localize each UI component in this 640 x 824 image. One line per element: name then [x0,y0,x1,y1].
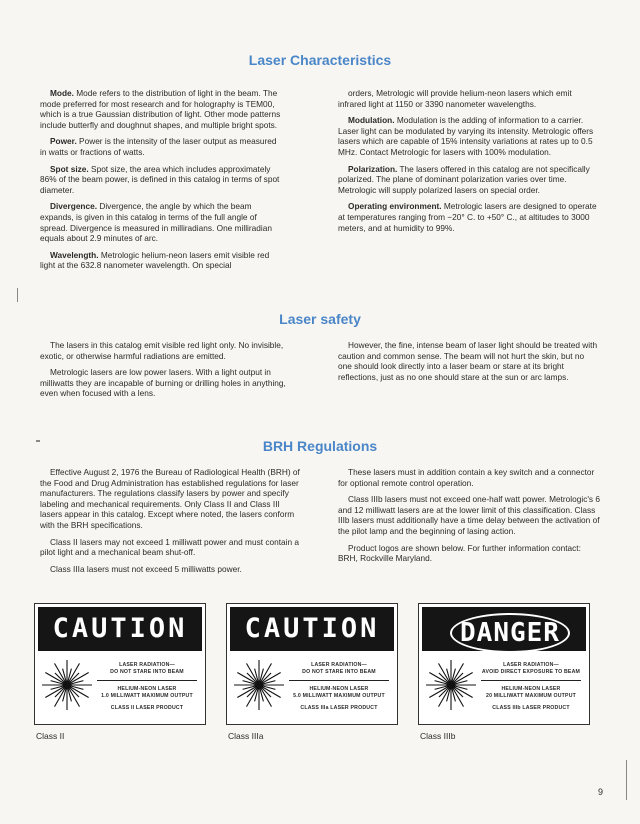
paragraph-text: Divergence, the angle by which the beam expands, is given in this catalog in terms of the full angle of spread. Divergence is measured in milliradians. One milliradian equals about 2.9 minutes of arc. [40,201,272,244]
paragraph [40,136,282,157]
paragraph-text: Metrologic lasers are designed to operate at temperatures ranging from −20° C. to +50° C., at altitudes to 3000 meters, and at humidity to 99%. [338,201,597,233]
paragraph-lead: Wavelength. [50,249,99,260]
paragraph: Metrologic lasers are low power lasers. With a light output in milliwatts they are incapable of burning or drilling holes in anything, even when focused with a lens. [40,367,286,399]
scan-mark [36,440,40,442]
heading-brh-regulations: BRH Regulations [262,438,378,454]
laser-starburst-icon [41,659,93,711]
sign-line2: 1.0 MILLIWATT MAXIMUM OUTPUT [101,693,193,699]
sign-header-text: DANGER [450,613,570,653]
laser-warning-sign [34,603,206,725]
paragraph-lead: Power. [50,136,77,147]
paragraph: Class II lasers may not exceed 1 milliwatt power and must contain a pilot light and a mechanical beam shut-off. [40,536,300,558]
brh-left-column [40,467,302,580]
page-edge-mark [626,760,627,800]
paragraph [338,164,600,196]
sign-caption: Class IIIb [420,731,456,741]
paragraph: Effective August 2, 1976 the Bureau of Radiological Health (BRH) of the Food and Drug Administration has established regulations for laser manufacturers. The regulations classify lasers by power and specify labeling and mechanical requirements. Only Class II and Class III lasers appear in this catalog. Except where noted, the lasers conform with the BRH specifications. [40,467,300,530]
sign-header-text: CAUTION [244,613,380,644]
paragraph [40,88,282,130]
sign-warning1: LASER RADIATION— [503,662,559,668]
heading-laser-characteristics: Laser Characteristics [248,52,392,68]
sign-line2: 5.0 MILLIWATT MAXIMUM OUTPUT [293,693,385,699]
sign-warning2: DO NOT STARE INTO BEAM [302,669,376,675]
paragraph [338,88,600,109]
sign-line2: 20 MILLIWATT MAXIMUM OUTPUT [485,693,577,699]
paragraph-text: Modulation is the adding of information to a carrier. Laser light can be modulated by varying its intensity. Metrologic offers lasers which are capable of 15% intensity variations at rates up to 0.5 MHz. Contact Metrologic for lasers with 100% modulation. [338,115,594,157]
laser-starburst-icon [425,659,477,711]
paragraph: Class IIIb lasers must not exceed one-half watt power. Metrologic's 6 and 12 milliwatt lasers are at the lower limit of this classification. Class IIIb lasers must additionally have a time delay between the activation of the pilot lamp and the beginning of lasing action. [338,494,600,536]
sign-line3: CLASS IIIb LASER PRODUCT [492,705,570,711]
paragraph-lead: Modulation. [348,115,395,126]
paragraph: However, the fine, intense beam of laser light should be treated with caution and common sense. The beam will not hurt the skin, but no one should look directly into a laser beam or stare at its bright reflections, just as no one should stare at the sun or arc lamps. [338,340,598,382]
paragraph-lead: Spot size. [50,163,89,174]
sign-line3: CLASS II LASER PRODUCT [110,705,184,711]
scan-mark [17,288,18,302]
paragraph [40,201,282,243]
sign-caption: Class IIIa [228,731,264,741]
paragraph-text: Spot size, the area which includes approximately 86% of the beam power, is defined in this catalog in terms of spot diameter. [40,163,280,195]
sign-line1: HELIUM-NEON LASER [309,686,369,692]
brh-right-column [338,467,600,570]
paragraph-text: The lasers offered in this catalog are not specifically polarized. The plane of dominant polarization varies over time. Metrologic will supply polarized lasers on special order. [338,163,590,195]
sign-line3: CLASS IIIa LASER PRODUCT [300,705,378,711]
sign-header-text: CAUTION [52,613,188,644]
sign-divider [289,680,389,681]
laser-starburst-icon [233,659,285,711]
paragraph [338,201,600,233]
laser-warning-sign [226,603,398,725]
sign-header-bar [230,607,394,651]
sign-warning1: LASER RADIATION— [311,662,367,668]
sign-line1: HELIUM-NEON LASER [117,686,177,692]
paragraph: Class IIIa lasers must not exceed 5 milliwatts power. [50,563,242,574]
paragraph-text: Mode refers to the distribution of light in the beam. The mode preferred for most research and for holography is TEM00, which is a true Gaussian distribution of light. Other mode patterns include butterfly and doughnut shapes, and multiple bright spots. [40,88,281,130]
characteristics-right-column [338,88,600,239]
heading-laser-safety: Laser safety [279,311,361,327]
paragraph [40,164,282,196]
sign-line1: HELIUM-NEON LASER [501,686,561,692]
sign-header-bar [38,607,202,651]
sign-caption: Class II [36,731,65,741]
sign-warning2: DO NOT STARE INTO BEAM [110,669,184,675]
sign-divider [97,680,197,681]
page-number: 9 [598,787,604,797]
paragraph: These lasers must in addition contain a key switch and a connector for optional remote control operation. [338,467,595,488]
characteristics-left-column [40,88,282,277]
paragraph-text: Power is the intensity of the laser output as measured in watts or fractions of watts. [40,136,277,157]
paragraph-lead: Operating environment. [348,201,442,212]
laser-warning-sign [418,603,590,725]
paragraph: The lasers in this catalog emit visible red light only. No invisible, exotic, or otherwise harmful radiations are emitted. [40,340,284,361]
paragraph-text: orders, Metrologic will provide helium-neon lasers which emit infrared light at 1150 or 3390 nanometer wavelengths. [338,88,572,109]
paragraph [338,115,600,157]
sign-header-bar [422,607,586,651]
paragraph-text: Metrologic helium-neon lasers emit visible red light at the 632.8 nanometer wavelength. On special [40,249,270,271]
safety-right-column [338,340,600,388]
sign-divider [481,680,581,681]
paragraph-lead: Mode. [50,88,74,98]
safety-left-column [40,340,302,405]
paragraph: Product logos are shown below. For further information contact: BRH, Rockville Maryland. [338,542,581,564]
paragraph-lead: Divergence. [50,201,98,212]
paragraph-lead: Polarization. [348,163,398,174]
sign-warning1: LASER RADIATION— [119,662,175,668]
sign-warning2: AVOID DIRECT EXPOSURE TO BEAM [481,669,581,675]
paragraph [40,250,282,271]
